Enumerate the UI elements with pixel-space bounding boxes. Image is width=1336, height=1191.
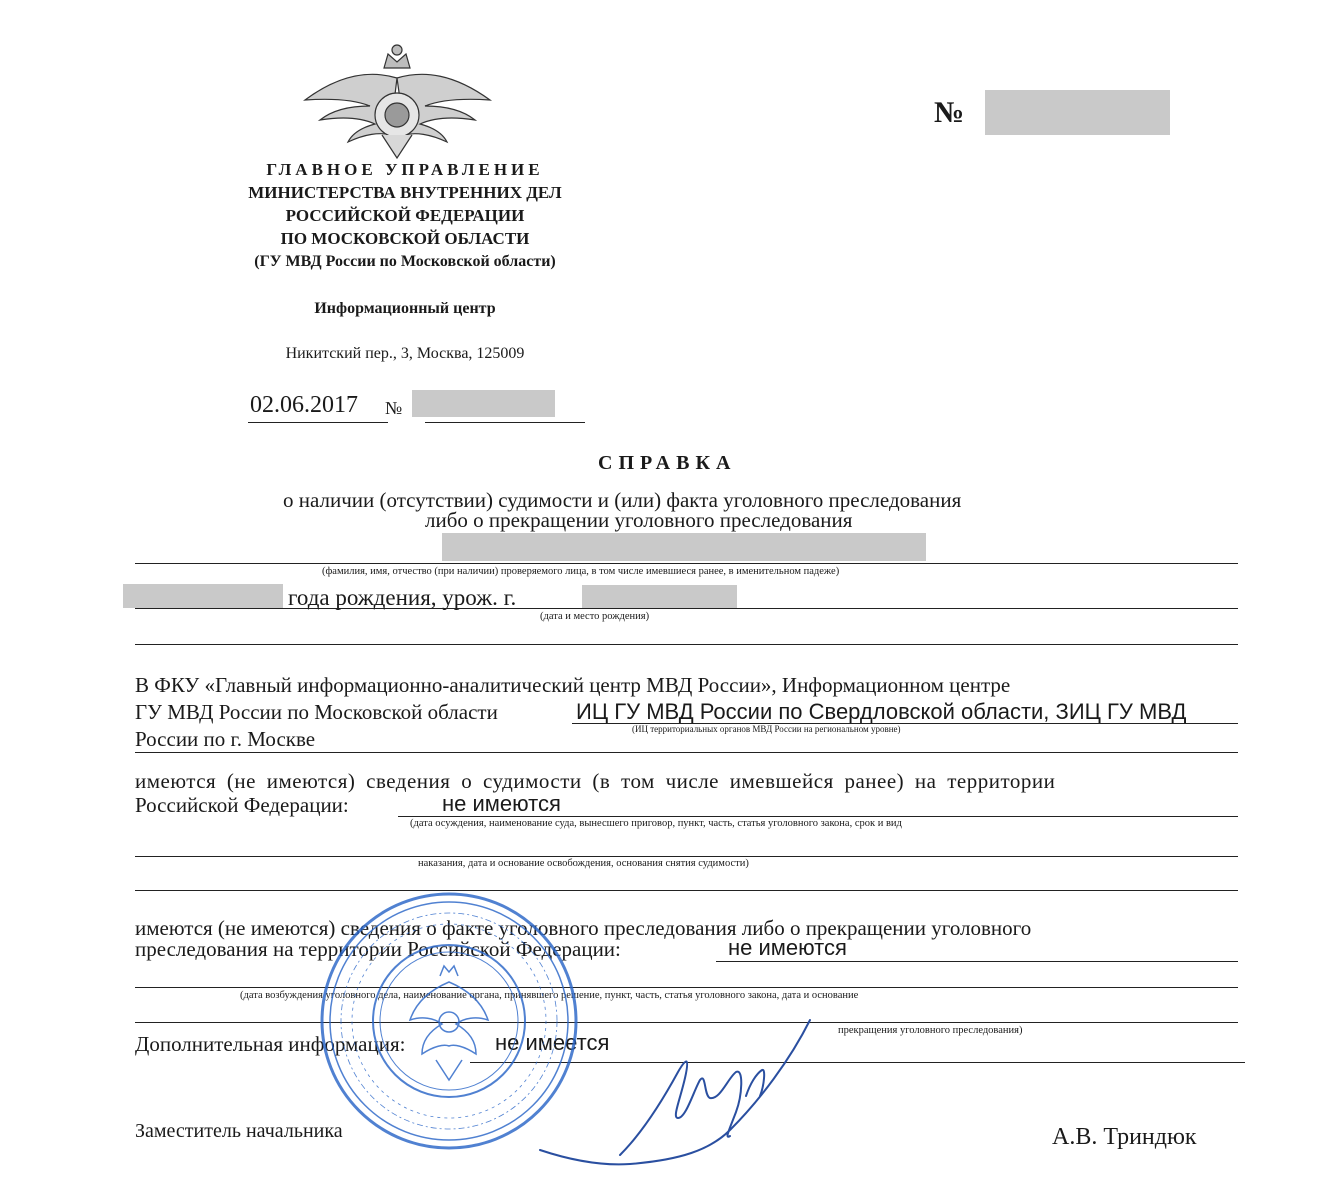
handwritten-signature-icon: [510, 1000, 850, 1170]
department-name: Информационный центр: [314, 300, 496, 317]
conviction-paragraph-line2: Российской Федерации:: [135, 793, 349, 817]
header-ministry-abbrev: (ГУ МВД России по Московской области): [254, 253, 556, 270]
issue-date: 02.06.2017: [250, 392, 358, 418]
centers-paragraph-line1: В ФКУ «Главный информационно-аналитический центр МВД России», Информационном центре: [135, 673, 1011, 697]
prosecution-paragraph-line2: преследования на территории Российской Федерации:: [135, 937, 621, 961]
double-headed-eagle-emblem-icon: [300, 40, 495, 160]
registration-number-redacted: [985, 90, 1170, 135]
outgoing-number-redacted: [412, 390, 555, 417]
centers-paragraph-line2: ГУ МВД России по Московской области: [135, 700, 498, 724]
caption-birth: (дата и место рождения): [540, 611, 650, 622]
prosecution-paragraph-line1: имеются (не имеются) сведения о факте уголовного преследования либо о прекращении уголовного: [135, 916, 1032, 940]
caption-regional-centers: (ИЦ территориальных органов МВД России на региональном уровне): [632, 724, 901, 734]
full-name-redacted: [442, 533, 926, 561]
header-ministry-line1: ГЛАВНОЕ УПРАВЛЕНИЕ: [266, 160, 544, 179]
signer-name: А.В. Триндюк: [1052, 1124, 1197, 1150]
outgoing-number-sign: №: [385, 398, 403, 418]
document-subtitle-line1: о наличии (отсутствии) судимости и (или) факта уголовного преследования: [283, 488, 962, 512]
caption-prosecution-1: (дата возбуждения уголовного дела, наименование органа, принявшего решение, пункт, часть, статья уголовного закона, дата и основание: [240, 990, 859, 1001]
birth-place-redacted: [582, 585, 737, 609]
prosecution-value: не имеются: [728, 935, 847, 960]
conviction-value: не имеются: [442, 791, 561, 816]
department-address: Никитский пер., 3, Москва, 125009: [285, 345, 525, 362]
birth-date-redacted: [123, 584, 283, 608]
header-ministry-line3: РОССИЙСКОЙ ФЕДЕРАЦИИ: [285, 206, 525, 225]
checked-centers-value: ИЦ ГУ МВД России по Свердловской области, ЗИЦ ГУ МВД: [576, 699, 1187, 724]
conviction-paragraph-line1: имеются (не имеются) сведения о судимости (в том числе имевшейся ранее) на территории: [135, 769, 1056, 793]
document-title: СПРАВКА: [598, 452, 737, 474]
additional-info-label: Дополнительная информация:: [135, 1032, 406, 1056]
centers-paragraph-line3: России по г. Москве: [135, 727, 316, 751]
signer-title: Заместитель начальника: [135, 1120, 343, 1142]
birth-info-text: года рождения, урож. г.: [288, 585, 517, 610]
registration-number-sign: №: [934, 96, 965, 129]
caption-prosecution-2: прекращения уголовного преследования): [838, 1025, 1023, 1036]
additional-info-value: не имеется: [495, 1030, 610, 1055]
header-ministry-line2: МИНИСТЕРСТВА ВНУТРЕННИХ ДЕЛ: [248, 183, 562, 202]
header-ministry-line4: ПО МОСКОВСКОЙ ОБЛАСТИ: [280, 229, 530, 248]
document-subtitle-line2: либо о прекращении уголовного преследования: [425, 508, 853, 532]
caption-full-name: (фамилия, имя, отчество (при наличии) проверяемого лица, в том числе имевшиеся ранее, в именительном падеже): [322, 566, 840, 577]
caption-conviction-2: наказания, дата и основание освобождения, основания снятия судимости): [418, 858, 749, 869]
caption-conviction-1: (дата осуждения, наименование суда, вынесшего приговор, пункт, часть, статья уголовного закона, срок и вид: [410, 818, 902, 829]
